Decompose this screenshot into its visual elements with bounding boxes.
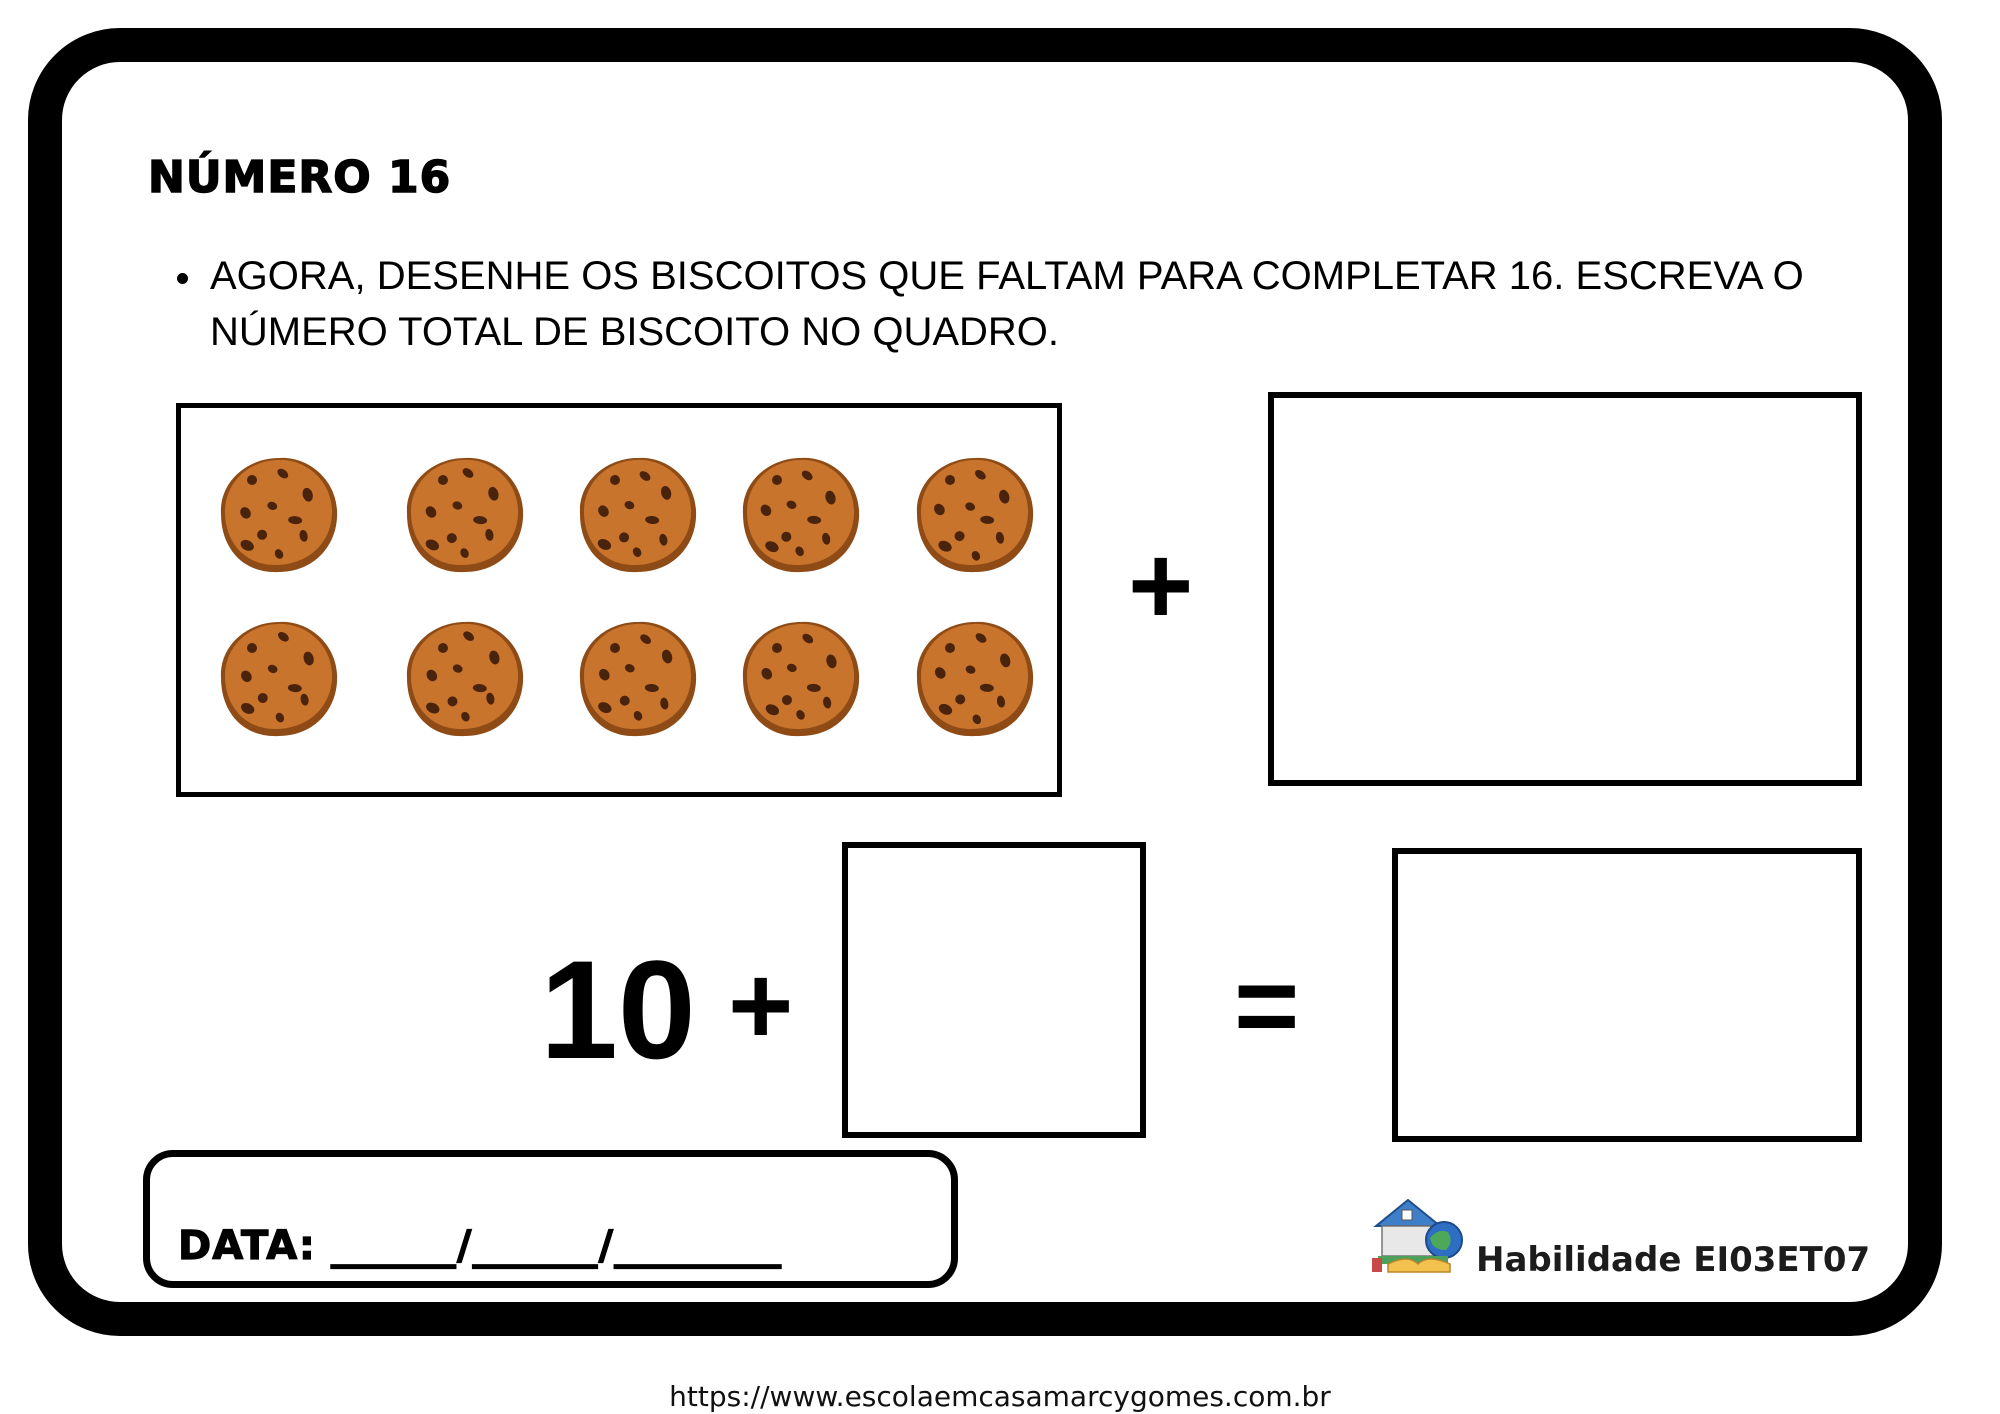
- cookie-icon: [574, 452, 702, 576]
- instruction-line-1: AGORA, DESENHE OS BISCOITOS QUE FALTAM PARA COMPLETAR 16. ESCREVA O: [210, 254, 1804, 298]
- cookie-icon: [911, 616, 1039, 740]
- school-house-globe-logo: [1368, 1192, 1468, 1280]
- cookie-icon: [911, 452, 1039, 576]
- cookie-icon: [215, 452, 343, 576]
- cookie-icon: [574, 616, 702, 740]
- cookie-icon: [401, 616, 529, 740]
- equation-equals-sign: =: [1234, 943, 1300, 1068]
- equation-plus-sign: +: [728, 943, 794, 1068]
- footer-url[interactable]: https://www.escolaemcasamarcygomes.com.br: [669, 1380, 1331, 1413]
- draw-missing-cookies-box[interactable]: [1268, 392, 1862, 786]
- equation-addend: 10: [540, 931, 696, 1088]
- cookie-icon: [737, 452, 865, 576]
- skill-code-label: Habilidade EI03ET07: [1476, 1240, 1871, 1280]
- plus-sign-top: +: [1128, 523, 1194, 648]
- cookie-icon: [215, 616, 343, 740]
- date-field[interactable]: [143, 1150, 958, 1288]
- date-label: DATA: ______/______/________: [178, 1223, 783, 1269]
- cookie-group-box: [176, 403, 1062, 797]
- cookie-icon: [737, 616, 865, 740]
- bullet-icon: [177, 273, 188, 284]
- instruction-list: [180, 248, 1910, 360]
- cookie-icon: [401, 452, 529, 576]
- instruction-line-2: NÚMERO TOTAL DE BISCOITO NO QUADRO.: [210, 310, 1060, 354]
- missing-addend-answer-box[interactable]: [842, 842, 1146, 1138]
- instruction-item: [210, 248, 1910, 360]
- page-title: NÚMERO 16: [148, 152, 452, 203]
- total-answer-box[interactable]: [1392, 848, 1862, 1142]
